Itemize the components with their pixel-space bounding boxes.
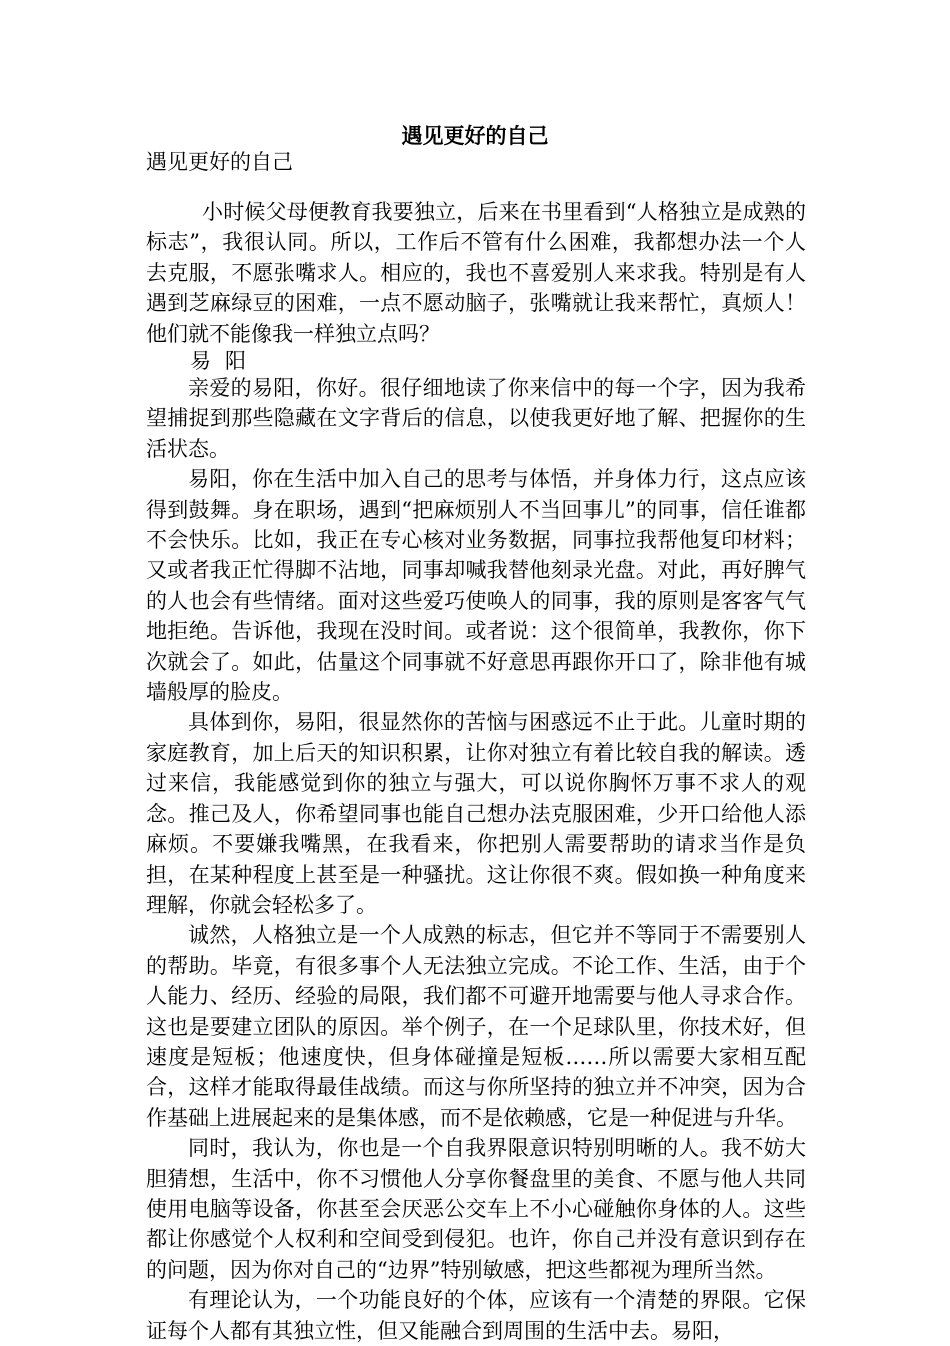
- reply-paragraph: 同时，我认为，你也是一个自我界限意识特别明晰的人。我不妨大胆猜想，生活中，你不习惯他人分享你餐盘里的美食、不愿与他人共同使用电脑等设备，你甚至会厌恶公交车上不小心碰触你身体的人。这些都让你感觉个人权利和空间受到侵犯。也许，你自己并没有意识到存在的问题，因为你对自己的“边界”特别敏感，把这些都视为理所当然。: [146, 1136, 806, 1282]
- reply-body: [146, 373, 806, 1346]
- document-subtitle: 遇见更好的自己: [146, 150, 293, 174]
- reply-paragraph: 易阳，你在生活中加入自己的思考与体悟，并身体力行，这点应该得到鼓舞。身在职场，遇到“把麻烦别人不当回事儿”的同事，信任谁都不会快乐。比如，我正在专心核对业务数据，同事拉我帮他复印材料；又或者我正忙得脚不沾地，同事却喊我替他刻录光盘。对此，再好脾气的人也会有些情绪。面对这些爱巧使唤人的同事，我的原则是客客气气地拒绝。告诉他，我现在没时间。或者说：这个很简单，我教你，你下次就会了。如此，估量这个同事就不好意思再跟你开口了，除非他有城墙般厚的脸皮。: [146, 467, 806, 705]
- letter-signature: 易阳: [190, 349, 260, 373]
- page-title: 遇见更好的自己: [401, 123, 549, 148]
- reply-paragraph: 具体到你，易阳，很显然你的苦恼与困惑远不止于此。儿童时期的家庭教育，加上后天的知识积累，让你对独立有着比较自我的解读。透过来信，我能感觉到你的独立与强大，可以说你胸怀万事不求人的观念。推己及人，你希望同事也能自己想办法克服困难，少开口给他人添麻烦。不要嫌我嘴黑，在我看来，你把别人需要帮助的请求当作是负担，在某种程度上甚至是一种骚扰。这让你很不爽。假如换一种角度来理解，你就会轻松多了。: [146, 710, 806, 917]
- reply-paragraph: 有理论认为，一个功能良好的个体，应该有一个清楚的界限。它保证每个人都有其独立性，但又能融合到周围的生活中去。易阳，: [146, 1288, 806, 1343]
- reply-paragraph: 诚然，人格独立是一个人成熟的标志，但它并不等同于不需要别人的帮助。毕竟，有很多事个人无法独立完成。不论工作、生活，由于个人能力、经历、经验的局限，我们都不可避开地需要与他人寻求合作。这也是要建立团队的原因。举个例子，在一个足球队里，你技术好，但速度是短板；他速度快，但身体碰撞是短板……所以需要大家相互配合，这样才能取得最佳战绩。而这与你所坚持的独立并不冲突，因为合作基础上进展起来的是集体感，而不是依赖感，它是一种促进与升华。: [146, 923, 806, 1130]
- reply-paragraph: 亲爱的易阳，你好。很仔细地读了你来信中的每一个字，因为我希望捕捉到那些隐藏在文字背后的信息，以使我更好地了解、把握你的生活状态。: [146, 376, 806, 461]
- letter-intro-paragraph: 小时候父母便教育我要独立，后来在书里看到“人格独立是成熟的标志”，我很认同。所以，工作后不管有什么困难，我都想办法一个人去克服，不愿张嘴求人。相应的，我也不喜爱别人来求我。特别是有人遇到芝麻绿豆的困难，一点不愿动脑子，张嘴就让我来帮忙，真烦人！他们就不能像我一样独立点吗？: [146, 200, 806, 346]
